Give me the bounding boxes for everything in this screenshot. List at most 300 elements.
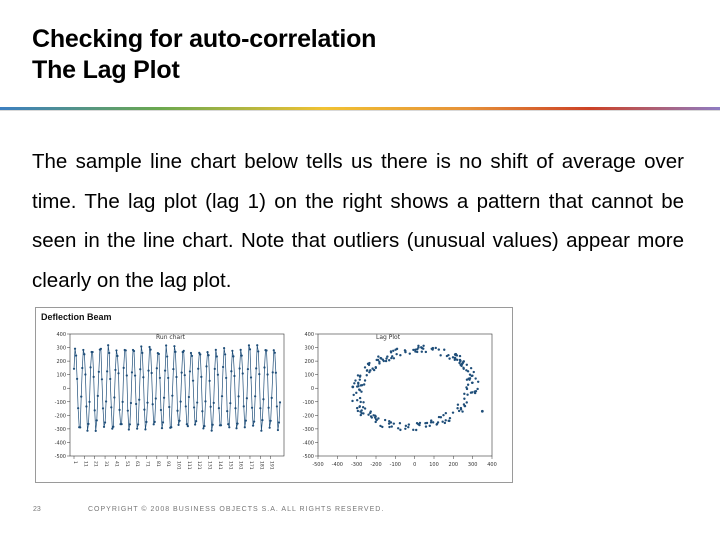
lag-point — [405, 425, 407, 427]
lag-point — [359, 410, 361, 412]
lag-point — [461, 410, 463, 412]
run-point — [163, 397, 165, 399]
lag-point — [429, 425, 431, 427]
lag-point — [438, 348, 440, 350]
run-point — [154, 421, 156, 423]
lag-point — [414, 348, 416, 350]
run-point — [76, 378, 78, 380]
run-point — [94, 409, 96, 411]
run-point — [148, 346, 150, 348]
lag-point — [415, 429, 417, 431]
lag-point — [421, 350, 423, 352]
run-point — [190, 352, 192, 354]
run-point — [77, 407, 79, 409]
run-point — [203, 425, 205, 427]
lag-point — [354, 379, 356, 381]
run-point — [170, 426, 172, 428]
lag-plot-title: Lag Plot — [376, 334, 401, 341]
run-point — [112, 426, 114, 428]
lag-point — [452, 411, 454, 413]
run-point — [156, 367, 158, 369]
figure-title: Deflection Beam — [41, 312, 112, 322]
lag-point — [391, 425, 393, 427]
lag-point — [444, 422, 446, 424]
run-point — [133, 350, 135, 352]
run-point — [160, 409, 162, 411]
run-point — [83, 353, 85, 355]
lag-point — [476, 388, 478, 390]
run-point — [74, 348, 76, 350]
run-point — [142, 376, 144, 378]
run-point — [257, 350, 259, 352]
lag-point — [409, 352, 411, 354]
run-point — [222, 366, 224, 368]
run-point — [227, 423, 229, 425]
run-point — [193, 406, 195, 408]
run-chart-title: Run chart — [156, 334, 186, 341]
run-point — [175, 376, 177, 378]
run-point — [121, 423, 123, 425]
lag-x-tick-label: 0 — [413, 462, 417, 468]
run-point — [183, 350, 185, 352]
run-x-tick-label: 141 — [216, 461, 222, 470]
run-point — [242, 372, 244, 374]
run-point — [177, 424, 179, 426]
lag-point — [466, 379, 468, 381]
run-x-tick-label: 31 — [103, 461, 109, 467]
run-point — [130, 402, 132, 404]
run-point — [192, 380, 194, 382]
lag-point — [407, 426, 409, 428]
run-point — [135, 403, 137, 405]
run-point — [247, 368, 249, 370]
lag-point — [458, 410, 460, 412]
run-point — [178, 420, 180, 422]
run-point — [239, 367, 241, 369]
run-point — [102, 407, 104, 409]
lag-point — [435, 423, 437, 425]
run-point — [173, 345, 175, 347]
lag-outlier-point — [481, 410, 484, 413]
run-point — [272, 371, 274, 373]
run-point — [243, 405, 245, 407]
run-y-tick-label: -200 — [54, 413, 66, 420]
lag-point — [404, 350, 406, 352]
run-point — [172, 368, 174, 370]
run-point — [268, 407, 270, 409]
lag-point — [399, 422, 401, 424]
run-point — [215, 349, 217, 351]
run-point — [189, 370, 191, 372]
run-point — [213, 402, 215, 404]
lag-point — [471, 382, 473, 384]
lag-point — [399, 429, 401, 431]
run-point — [167, 377, 169, 379]
run-point — [123, 367, 125, 369]
run-point — [155, 397, 157, 399]
lag-point — [356, 407, 358, 409]
lag-point — [439, 354, 441, 356]
run-point — [107, 344, 109, 346]
run-point — [129, 423, 131, 425]
lag-point — [477, 381, 479, 383]
lag-point — [460, 408, 462, 410]
lag-point — [360, 384, 362, 386]
lag-point — [364, 366, 366, 368]
lag-point — [455, 353, 457, 355]
lag-point — [459, 360, 461, 362]
lag-point — [471, 375, 473, 377]
lag-point — [435, 347, 437, 349]
run-point — [168, 406, 170, 408]
run-point — [95, 430, 97, 432]
lag-point — [447, 420, 449, 422]
run-point — [204, 400, 206, 402]
lag-y-tick-label: 400 — [304, 332, 314, 338]
lag-point — [425, 351, 427, 353]
run-y-tick-label: -500 — [54, 454, 66, 460]
run-point — [209, 380, 211, 382]
lag-point — [458, 362, 460, 364]
run-point — [235, 427, 237, 429]
lag-point — [357, 374, 359, 376]
lag-point — [366, 374, 368, 376]
lag-point — [416, 351, 418, 353]
run-point — [270, 420, 272, 422]
run-x-tick-label: 131 — [206, 461, 212, 470]
run-y-tick-label: 400 — [56, 332, 66, 338]
run-point — [138, 399, 140, 401]
run-point — [114, 369, 116, 371]
lag-point — [364, 407, 366, 409]
run-point — [111, 428, 113, 430]
lag-point — [449, 417, 451, 419]
run-point — [195, 420, 197, 422]
run-point — [101, 378, 103, 380]
run-point — [263, 366, 265, 368]
lag-point — [356, 385, 358, 387]
lag-x-tick-label: 300 — [467, 462, 478, 468]
run-point — [254, 395, 256, 397]
run-point — [244, 426, 246, 428]
lag-x-tick-label: -400 — [331, 462, 344, 468]
run-point — [266, 373, 268, 375]
lag-point — [388, 426, 390, 428]
run-point — [234, 407, 236, 409]
run-x-tick-label: 21 — [92, 461, 98, 467]
lag-point — [425, 425, 427, 427]
run-point — [250, 376, 252, 378]
run-x-tick-label: 101 — [175, 461, 181, 470]
run-x-tick-label: 111 — [185, 461, 191, 470]
run-point — [153, 423, 155, 425]
run-x-tick-label: 91 — [165, 461, 171, 467]
run-point — [174, 351, 176, 353]
run-y-tick-label: 300 — [56, 345, 66, 352]
run-point — [166, 355, 168, 357]
run-point — [186, 423, 188, 425]
run-point — [151, 372, 153, 374]
run-point — [117, 372, 119, 374]
lag-y-tick-label: -400 — [302, 440, 314, 447]
run-point — [113, 396, 115, 398]
run-point — [225, 377, 227, 379]
run-point — [79, 426, 81, 428]
lag-point — [466, 364, 468, 366]
lag-point — [460, 365, 462, 367]
run-point — [237, 395, 239, 397]
lag-point — [377, 417, 379, 419]
run-x-tick-label: 151 — [227, 461, 233, 470]
run-point — [134, 374, 136, 376]
run-point — [258, 373, 260, 375]
lag-point — [432, 421, 434, 423]
lag-x-tick-label: -500 — [312, 462, 324, 468]
run-x-tick-label: 181 — [258, 461, 264, 470]
lag-point — [378, 361, 380, 363]
lag-point — [393, 422, 395, 424]
run-point — [231, 350, 233, 352]
run-point — [220, 424, 222, 426]
run-point — [131, 371, 133, 373]
run-point — [214, 368, 216, 370]
lag-point — [390, 350, 392, 352]
run-point — [89, 366, 91, 368]
lag-x-tick-label: 100 — [429, 462, 439, 468]
run-point — [136, 428, 138, 430]
lag-x-tick-label: -100 — [389, 462, 402, 468]
run-point — [146, 402, 148, 404]
lag-point — [470, 367, 472, 369]
lag-y-tick-label: 0 — [310, 386, 314, 393]
run-x-tick-label: 51 — [123, 461, 129, 467]
lag-x-tick-label: -200 — [370, 462, 382, 468]
run-chart-plot — [73, 344, 281, 432]
run-point — [196, 401, 198, 403]
run-point — [212, 424, 214, 426]
run-y-tick-label: -300 — [54, 426, 66, 433]
lag-point — [412, 349, 414, 351]
run-y-tick-label: -100 — [54, 399, 66, 406]
run-x-tick-label: 11 — [82, 461, 88, 467]
lag-point — [374, 421, 376, 423]
lag-plot-points — [351, 345, 483, 432]
lag-point — [360, 391, 362, 393]
lag-point — [417, 346, 419, 348]
run-point — [194, 423, 196, 425]
lag-point — [467, 384, 469, 386]
lag-point — [395, 353, 397, 355]
run-point — [249, 348, 251, 350]
lag-point — [355, 392, 357, 394]
run-x-tick-label: 41 — [113, 461, 119, 467]
run-point — [108, 352, 110, 354]
run-x-tick-label: 161 — [237, 461, 243, 470]
run-point — [262, 398, 264, 400]
lag-point — [352, 394, 354, 396]
run-point — [201, 410, 203, 412]
run-point — [202, 427, 204, 429]
run-point — [279, 401, 281, 403]
run-point — [236, 422, 238, 424]
lag-y-tick-label: -300 — [302, 426, 314, 433]
lag-point — [369, 369, 371, 371]
run-point — [191, 355, 193, 357]
run-point — [86, 430, 88, 432]
lag-y-tick-label: 100 — [304, 372, 314, 379]
run-point — [75, 355, 77, 357]
lag-point — [368, 364, 370, 366]
run-point — [176, 410, 178, 412]
lag-point — [362, 401, 364, 403]
run-point — [181, 371, 183, 373]
run-point — [115, 349, 117, 351]
page-number: 23 — [33, 506, 41, 513]
run-point — [97, 395, 99, 397]
run-point — [199, 353, 201, 355]
lag-point — [353, 382, 355, 384]
run-point — [145, 421, 147, 423]
lag-point — [466, 388, 468, 390]
lag-point — [367, 414, 369, 416]
lag-point — [388, 420, 390, 422]
lag-point — [457, 404, 459, 406]
chart-figure — [35, 307, 513, 483]
title-line-2: The Lag Plot — [32, 56, 180, 84]
slide-title — [32, 24, 376, 86]
lag-point — [445, 419, 447, 421]
lag-point — [375, 366, 377, 368]
run-point — [81, 367, 83, 369]
run-point — [200, 376, 202, 378]
run-point — [180, 400, 182, 402]
run-point — [228, 426, 230, 428]
run-point — [118, 409, 120, 411]
lag-point — [431, 348, 433, 350]
run-point — [277, 429, 279, 431]
lag-point — [446, 355, 448, 357]
run-point — [188, 396, 190, 398]
lag-point — [364, 379, 366, 381]
lag-point — [452, 356, 454, 358]
lag-point — [442, 414, 444, 416]
lag-point — [392, 350, 394, 352]
lag-point — [412, 429, 414, 431]
run-x-tick-label: 191 — [268, 461, 274, 470]
lag-y-tick-label: -200 — [302, 413, 314, 420]
lag-point — [359, 405, 361, 407]
lag-point — [357, 383, 359, 385]
lag-point — [422, 348, 424, 350]
run-point — [185, 405, 187, 407]
lag-point — [385, 360, 387, 362]
lag-point — [393, 357, 395, 359]
run-point — [150, 349, 152, 351]
run-point — [85, 405, 87, 407]
run-point — [240, 349, 242, 351]
lag-point — [418, 424, 420, 426]
lag-point — [363, 383, 365, 385]
run-point — [162, 421, 164, 423]
lag-point — [358, 388, 360, 390]
run-point — [255, 367, 257, 369]
lag-point — [430, 419, 432, 421]
lag-point — [379, 425, 381, 427]
run-y-tick-label: -400 — [54, 440, 66, 447]
run-point — [246, 397, 248, 399]
lag-point — [396, 348, 398, 350]
run-point — [143, 409, 145, 411]
run-point — [223, 347, 225, 349]
lag-point — [474, 377, 476, 379]
run-point — [103, 426, 105, 428]
run-point — [159, 377, 161, 379]
run-point — [158, 353, 160, 355]
lag-point — [466, 401, 468, 403]
lag-point — [408, 423, 410, 425]
lag-point — [445, 412, 447, 414]
lag-point — [475, 390, 477, 392]
lag-point — [404, 428, 406, 430]
run-x-tick-label: 121 — [196, 461, 202, 470]
lag-point — [357, 410, 359, 412]
run-point — [210, 406, 212, 408]
lag-point — [473, 371, 475, 373]
run-point — [104, 421, 106, 423]
lag-point — [465, 369, 467, 371]
run-point — [256, 344, 258, 346]
run-point — [221, 395, 223, 397]
lag-point — [463, 368, 465, 370]
lag-point — [386, 355, 388, 357]
lag-point — [422, 345, 424, 347]
run-point — [93, 376, 95, 378]
run-point — [105, 400, 107, 402]
run-point — [126, 374, 128, 376]
run-point — [261, 419, 263, 421]
run-point — [92, 351, 94, 353]
run-point — [125, 349, 127, 351]
lag-point — [371, 367, 373, 369]
lag-point — [471, 391, 473, 393]
run-point — [197, 368, 199, 370]
lag-y-tick-label: -500 — [302, 454, 314, 460]
lag-point — [454, 359, 456, 361]
run-point — [269, 427, 271, 429]
lag-point — [456, 407, 458, 409]
run-point — [271, 397, 273, 399]
run-x-tick-label: 61 — [134, 461, 140, 467]
run-point — [224, 353, 226, 355]
lag-y-tick-label: -100 — [302, 399, 314, 406]
run-point — [230, 370, 232, 372]
run-point — [278, 421, 280, 423]
lag-point — [351, 400, 353, 402]
run-point — [273, 349, 275, 351]
title-divider-shadow — [0, 110, 720, 111]
run-point — [128, 428, 130, 430]
run-point — [265, 349, 267, 351]
run-point — [122, 401, 124, 403]
lag-point — [438, 416, 440, 418]
lag-point — [426, 422, 428, 424]
lag-x-tick-label: 200 — [448, 462, 459, 468]
lag-point — [388, 359, 390, 361]
lag-point — [464, 405, 466, 407]
run-point — [80, 395, 82, 397]
run-point — [274, 352, 276, 354]
lag-point — [359, 375, 361, 377]
